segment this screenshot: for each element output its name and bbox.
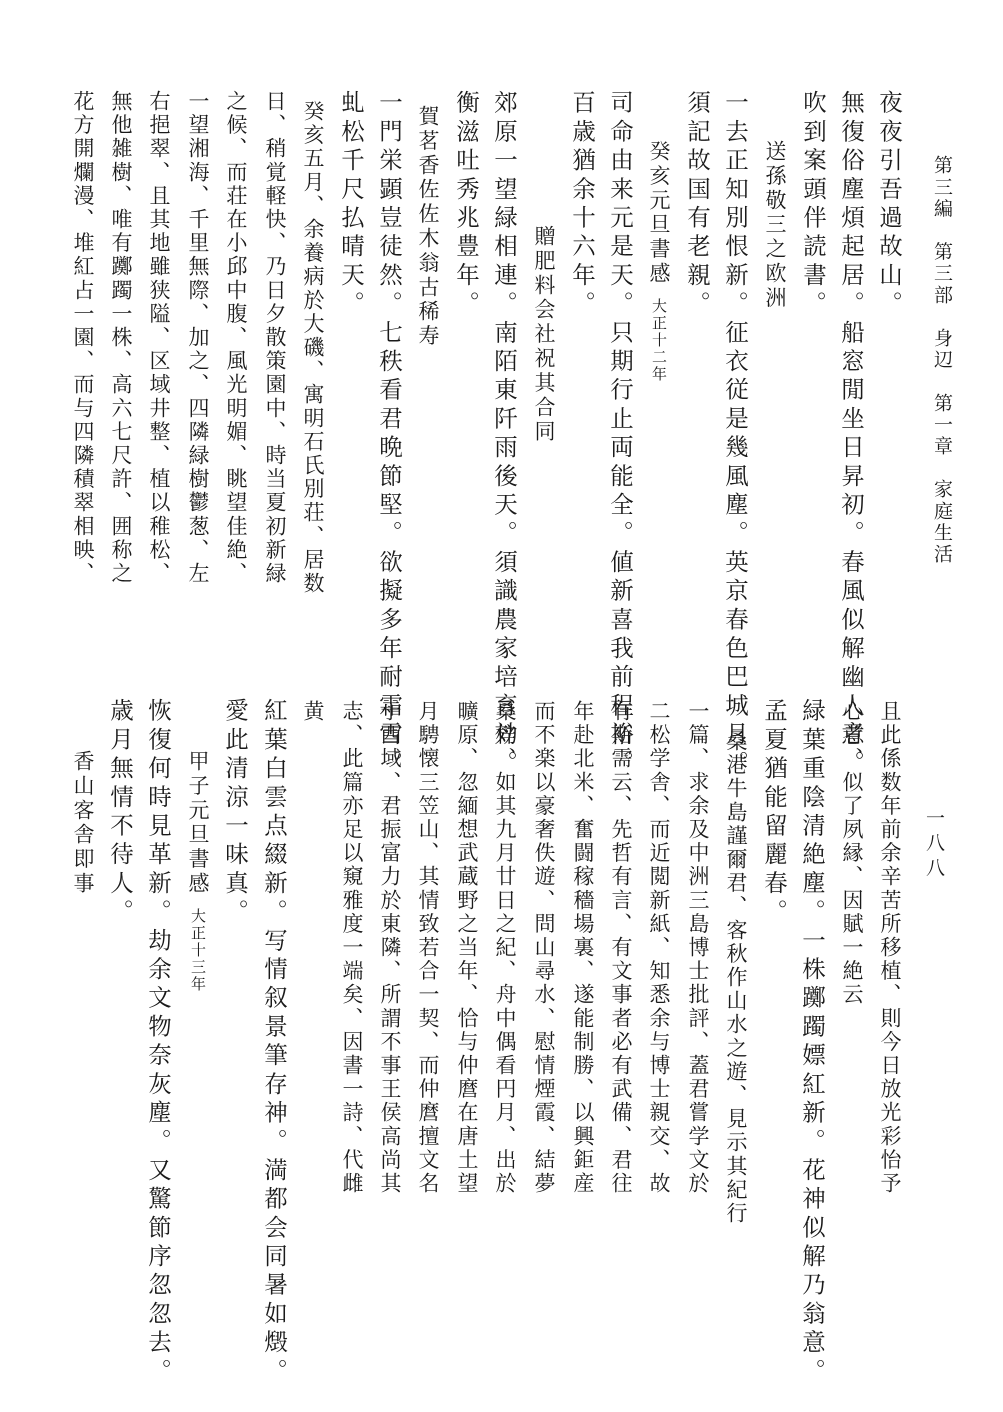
lower-col-4: 孟夏猶能留麗春。 — [760, 698, 788, 928]
lower-col-7: 二松学舎、而近閲新紙、知悉余与博士親交、故 — [647, 700, 671, 1196]
upper-col-6: 須記故国有老親。 — [683, 90, 711, 320]
lower-col-6: 一篇、求余及中洲三島博士批評、蓋君嘗学文於 — [686, 700, 710, 1196]
upper-col-8: 司命由来元是天。只期行止両能全。値新喜我前程裕。 — [606, 90, 634, 779]
running-head: 第三編 第三部 身辺 第一章 家庭生活 — [931, 155, 953, 566]
lower-col-20: 恢復何時見革新。劫余文物奈灰塵。又驚節序忽忽去。 — [144, 698, 172, 1387]
upper-col-5: 一去正知別恨新。征衣従是幾風塵。英京春色巴城月。 — [721, 90, 749, 779]
lower-col-2: 心者、似了夙縁、因賦一絶云 — [840, 700, 864, 1007]
upper-col-1: 夜夜引吾過故山。 — [875, 90, 903, 320]
upper-col-4-title: 送孫敬三之欧洲 — [763, 140, 787, 311]
upper-col-12: 衡滋吐秀兆豊年。 — [452, 90, 480, 320]
upper-col-19: 一望湘海、千里無際、加之、四隣緑樹鬱葱、左 — [186, 90, 210, 586]
page-number: 一八八 — [923, 808, 945, 883]
lower-col-11: 桑梓、如其九月廿日之紀、舟中偶看円月、出於 — [493, 700, 517, 1196]
poem-title: 甲子元旦書感 — [186, 750, 210, 897]
lower-col-22-title: 香山客舎即事 — [71, 750, 95, 897]
lower-col-13: 月騁懐三笠山、其情致若合一契、而仲麿擅文名 — [416, 700, 440, 1196]
lower-col-5: 桑港牛島謹爾君、客秋作山水之遊、見示其紀行 — [724, 730, 748, 1226]
upper-col-10-title: 贈肥料会社祝其合同 — [532, 225, 556, 445]
upper-col-9: 百歳猶余十六年。 — [568, 90, 596, 320]
upper-col-3: 吹到案頭伴読書。 — [799, 90, 827, 320]
lower-col-16: 黄 — [301, 700, 325, 724]
upper-col-22: 花方開爛漫、堆紅占一園、而与四隣積翠相映、 — [71, 90, 95, 586]
upper-col-2: 無復俗塵煩起居。船窓閒坐日昇初。春風似解幽人意。 — [837, 90, 865, 779]
upper-col-18: 之候、而荘在小邱中腹、風光明媚、眺望佳絶、 — [224, 90, 248, 586]
upper-col-7-title — [648, 140, 669, 383]
lower-col-3: 緑葉重陰清絶塵。一株躑躅嫖紅新。花神似解乃翁意。 — [798, 698, 826, 1387]
lower-col-12: 曠原、忽緬想武蔵野之当年、恰与仲麿在唐土望 — [455, 700, 479, 1196]
era-note: 大正十二年 — [650, 298, 668, 384]
poem-title: 癸亥元旦書感 — [647, 140, 671, 287]
lower-col-1: 且此係数年前余辛苦所移植、則今日放光彩怡予 — [878, 700, 902, 1196]
lower-col-21: 歳月無情不待人。 — [106, 698, 134, 928]
lower-col-14: 于西域、君振富力於東隣、所謂不事王侯高尚其 — [378, 700, 402, 1196]
upper-col-15: 虬松千尺払晴天。 — [337, 90, 365, 320]
upper-col-21: 無他雑樹、唯有躑躅一株、高六七尺許、囲称之 — [109, 90, 133, 586]
upper-col-11: 郊原一望緑相連。南陌東阡雨後天。須識農家培育効。 — [490, 90, 518, 779]
lower-col-17: 紅葉白雲点綴新。写情叙景筆存神。満都会同暑如燬。 — [260, 698, 288, 1387]
upper-col-14: 一門栄顕豈徒然。七秩看君晩節堅。欲擬多年耐霜雪。 — [375, 90, 403, 779]
lower-col-8: 有斯需云、先哲有言、有文事者必有武備、君往 — [609, 700, 633, 1196]
upper-col-17: 日、稍覚軽快、乃日夕散策園中、時当夏初新緑 — [263, 90, 287, 586]
lower-col-9: 年赴北米、奮闘稼穡場裏、遂能制勝、以興鉅産 — [571, 700, 595, 1196]
upper-col-16: 癸亥五月、余養病於大磯、寓明石氏別荘、居数 — [301, 100, 325, 596]
era-note: 大正十三年 — [189, 908, 207, 994]
lower-col-10: 而不楽以豪奢佚遊、問山尋水、慰情煙霞、結夢 — [532, 700, 556, 1196]
lower-col-19-title — [187, 750, 208, 993]
lower-col-15: 志、此篇亦足以窺雅度一端矣、因書一詩、代雌 — [340, 700, 364, 1196]
upper-col-20: 右挹翠、且其地雖狭隘、区域井整、植以稚松、 — [147, 90, 171, 586]
lower-col-18: 愛此清涼一味真。 — [221, 698, 249, 928]
upper-col-13-title: 賀茗香佐佐木翁古稀寿 — [416, 105, 440, 349]
